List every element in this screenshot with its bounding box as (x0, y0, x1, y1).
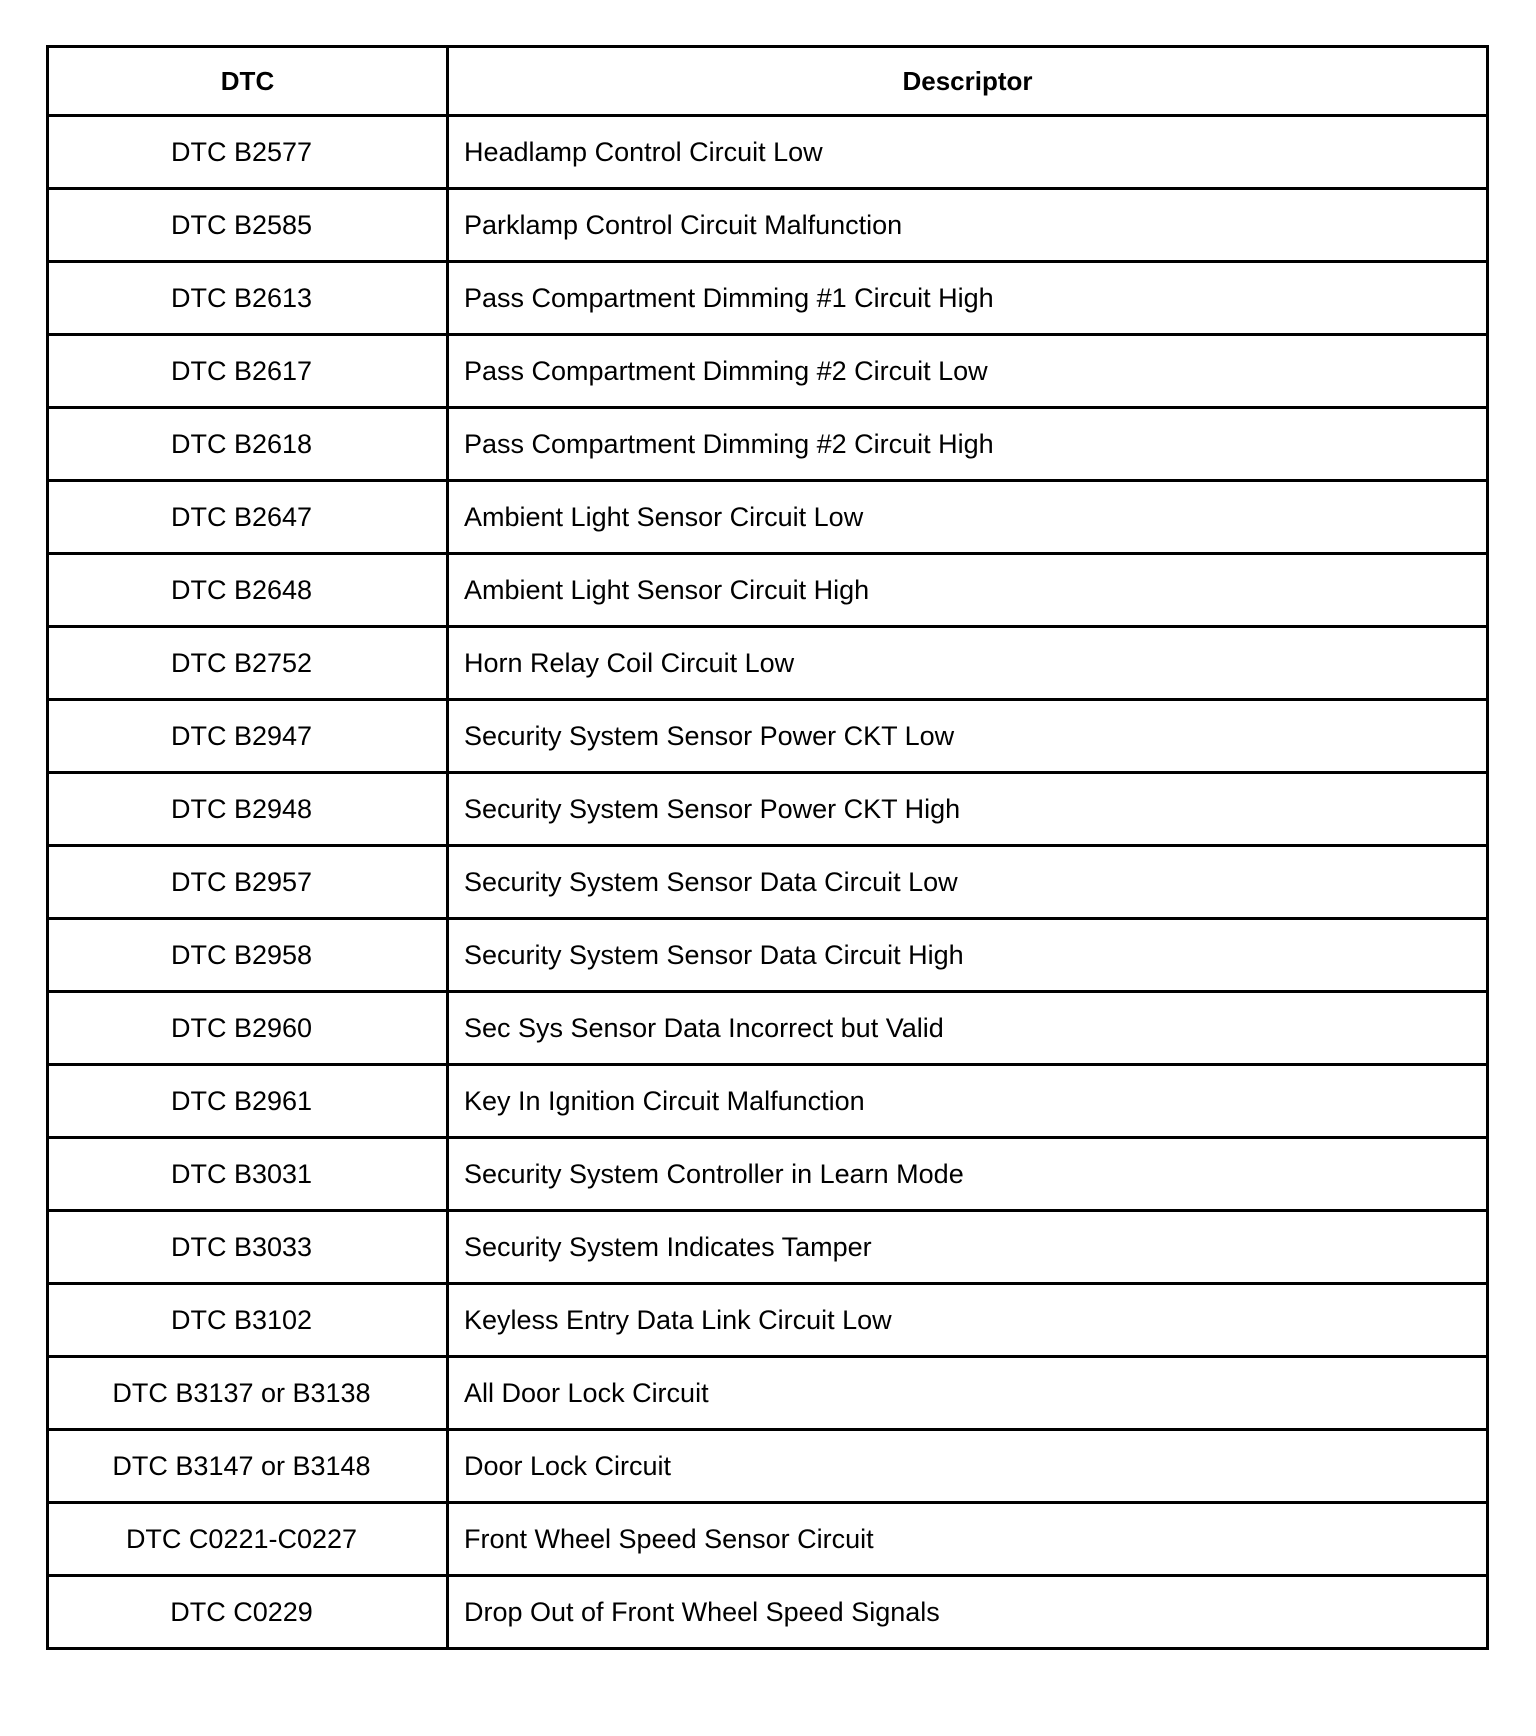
descriptor-cell: Front Wheel Speed Sensor Circuit (448, 1503, 1488, 1576)
table-row (48, 1503, 1488, 1576)
descriptor-cell: Pass Compartment Dimming #1 Circuit High (448, 262, 1488, 335)
dtc-code-cell: DTC B2613 (48, 262, 448, 335)
dtc-code-cell: DTC B2957 (48, 846, 448, 919)
dtc-code-cell: DTC B2947 (48, 700, 448, 773)
descriptor-cell: Security System Sensor Power CKT High (448, 773, 1488, 846)
descriptor-cell: Security System Sensor Data Circuit High (448, 919, 1488, 992)
table-row (48, 1576, 1488, 1649)
dtc-code-cell: DTC B2585 (48, 189, 448, 262)
descriptor-cell: Security System Controller in Learn Mode (448, 1138, 1488, 1211)
dtc-code-cell: DTC C0229 (48, 1576, 448, 1649)
dtc-code-cell: DTC B3147 or B3148 (48, 1430, 448, 1503)
table-row (48, 554, 1488, 627)
dtc-code-cell: DTC B2648 (48, 554, 448, 627)
descriptor-cell: Security System Sensor Power CKT Low (448, 700, 1488, 773)
dtc-code-cell: DTC B2647 (48, 481, 448, 554)
descriptor-cell: Security System Sensor Data Circuit Low (448, 846, 1488, 919)
table-body (48, 116, 1488, 1649)
descriptor-cell: Pass Compartment Dimming #2 Circuit High (448, 408, 1488, 481)
dtc-code-cell: DTC B3102 (48, 1284, 448, 1357)
dtc-code-cell: DTC B2752 (48, 627, 448, 700)
descriptor-cell: Security System Indicates Tamper (448, 1211, 1488, 1284)
descriptor-cell: Horn Relay Coil Circuit Low (448, 627, 1488, 700)
dtc-code-cell: DTC B2948 (48, 773, 448, 846)
descriptor-cell: All Door Lock Circuit (448, 1357, 1488, 1430)
table-row (48, 1357, 1488, 1430)
table-row (48, 116, 1488, 189)
dtc-code-cell: DTC B2577 (48, 116, 448, 189)
descriptor-cell: Drop Out of Front Wheel Speed Signals (448, 1576, 1488, 1649)
table-row (48, 1211, 1488, 1284)
table-row (48, 1065, 1488, 1138)
table-row (48, 189, 1488, 262)
descriptor-cell: Door Lock Circuit (448, 1430, 1488, 1503)
dtc-code-cell: DTC B2958 (48, 919, 448, 992)
table-row (48, 1430, 1488, 1503)
table-row (48, 773, 1488, 846)
table-row (48, 846, 1488, 919)
descriptor-cell: Ambient Light Sensor Circuit High (448, 554, 1488, 627)
table-row (48, 1284, 1488, 1357)
table-row (48, 262, 1488, 335)
dtc-code-cell: DTC B2960 (48, 992, 448, 1065)
dtc-table (46, 45, 1489, 1650)
dtc-code-cell: DTC B3033 (48, 1211, 448, 1284)
descriptor-cell: Headlamp Control Circuit Low (448, 116, 1488, 189)
dtc-code-cell: DTC B2961 (48, 1065, 448, 1138)
descriptor-cell: Keyless Entry Data Link Circuit Low (448, 1284, 1488, 1357)
header-descriptor: Descriptor (448, 47, 1488, 116)
table-header-row (48, 47, 1488, 116)
dtc-code-cell: DTC B2618 (48, 408, 448, 481)
table-row (48, 700, 1488, 773)
table-row (48, 627, 1488, 700)
descriptor-cell: Parklamp Control Circuit Malfunction (448, 189, 1488, 262)
table-row (48, 408, 1488, 481)
table-row (48, 481, 1488, 554)
descriptor-cell: Pass Compartment Dimming #2 Circuit Low (448, 335, 1488, 408)
descriptor-cell: Key In Ignition Circuit Malfunction (448, 1065, 1488, 1138)
dtc-code-cell: DTC B3031 (48, 1138, 448, 1211)
table-row (48, 1138, 1488, 1211)
table-row (48, 919, 1488, 992)
table-row (48, 335, 1488, 408)
descriptor-cell: Sec Sys Sensor Data Incorrect but Valid (448, 992, 1488, 1065)
dtc-code-cell: DTC C0221-C0227 (48, 1503, 448, 1576)
descriptor-cell: Ambient Light Sensor Circuit Low (448, 481, 1488, 554)
dtc-code-cell: DTC B2617 (48, 335, 448, 408)
header-dtc: DTC (48, 47, 448, 116)
dtc-code-cell: DTC B3137 or B3138 (48, 1357, 448, 1430)
table-row (48, 992, 1488, 1065)
